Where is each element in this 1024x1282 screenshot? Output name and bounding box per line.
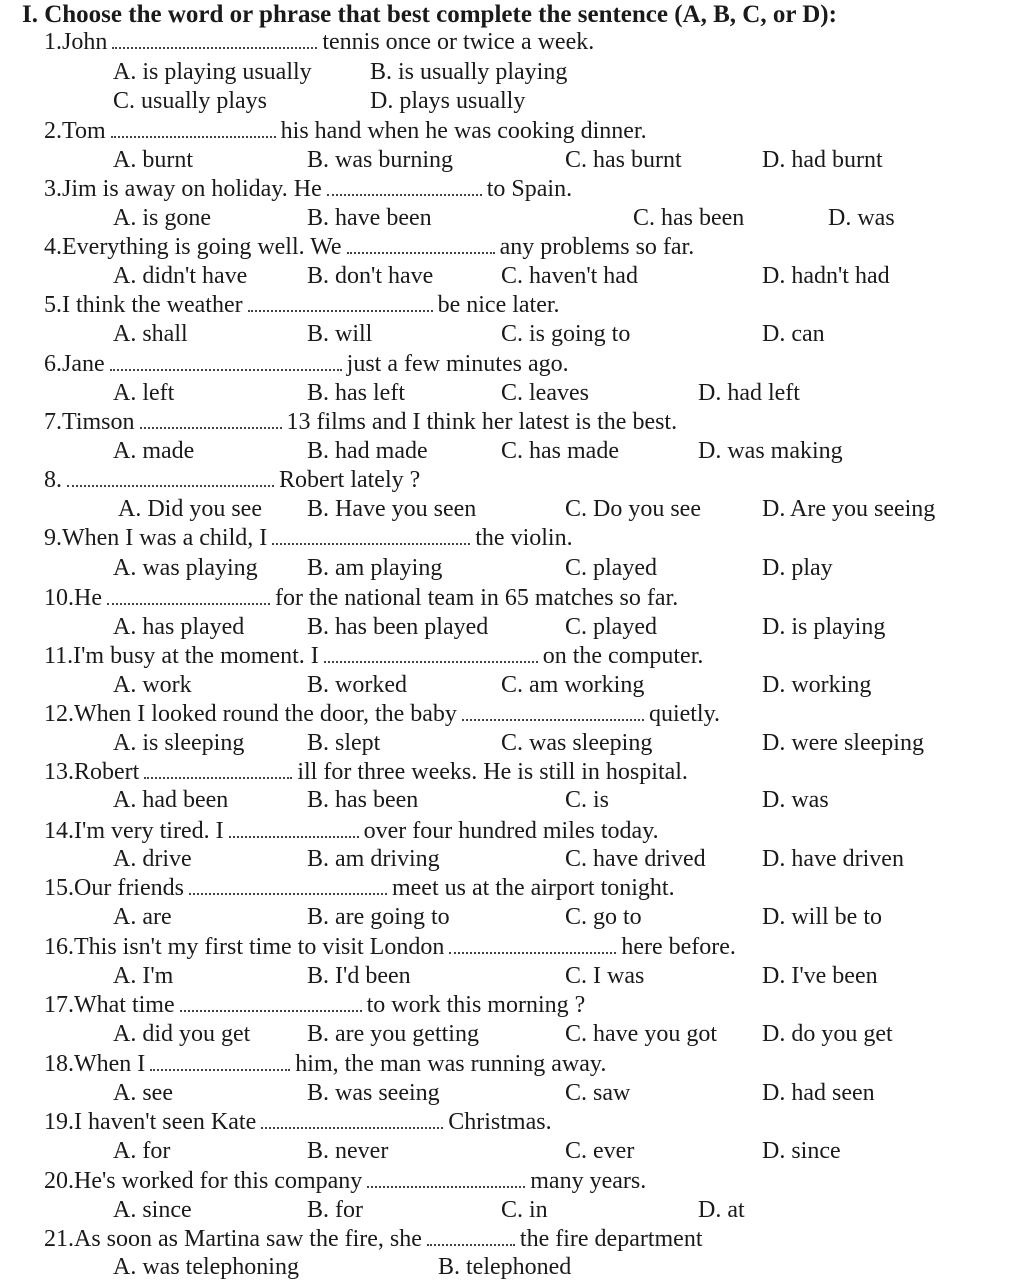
answer-option[interactable]: B. was seeing <box>307 1080 440 1106</box>
question-text-after-blank: to Spain. <box>486 176 573 202</box>
question-number: 15. <box>44 875 74 901</box>
answer-option[interactable]: A. since <box>113 1197 192 1223</box>
question-text-before-blank: John <box>62 29 108 55</box>
answer-option[interactable]: D. I've been <box>762 963 878 989</box>
answer-option[interactable]: C. have you got <box>565 1021 717 1047</box>
answer-option[interactable]: D. were sleeping <box>762 730 924 756</box>
answer-option[interactable]: A. are <box>113 904 172 930</box>
question-7 <box>44 408 677 437</box>
question-11 <box>44 642 703 671</box>
question-4 <box>44 233 694 262</box>
answer-blank[interactable] <box>427 1227 515 1246</box>
question-text-before-blank: Everything is going well. We <box>62 234 342 260</box>
question-text-after-blank: tennis once or twice a week. <box>322 29 595 55</box>
answer-option[interactable]: D. Are you seeing <box>762 496 936 522</box>
question-text-after-blank: here before. <box>621 934 736 960</box>
answer-blank[interactable] <box>272 526 470 545</box>
answer-option[interactable]: A. didn't have <box>113 263 248 289</box>
question-text-before-blank: I'm busy at the moment. I <box>73 643 319 669</box>
answer-blank[interactable] <box>112 30 317 49</box>
answer-blank[interactable] <box>261 1110 443 1129</box>
answer-option[interactable]: A. is playing usually <box>113 59 312 85</box>
answer-blank[interactable] <box>347 235 495 254</box>
answer-option[interactable]: C. go to <box>565 904 642 930</box>
question-text-after-blank: be nice later. <box>437 292 560 318</box>
question-8 <box>44 466 420 495</box>
answer-option[interactable]: A. has played <box>113 614 245 640</box>
answer-option[interactable]: B. worked <box>307 672 407 698</box>
answer-option[interactable]: D. was <box>828 205 895 231</box>
answer-blank[interactable] <box>67 468 274 487</box>
answer-blank[interactable] <box>189 876 387 895</box>
answer-option[interactable]: A. left <box>113 380 175 406</box>
question-16 <box>44 933 736 962</box>
answer-option[interactable]: B. never <box>307 1138 389 1164</box>
answer-option[interactable]: A. I'm <box>113 963 174 989</box>
answer-option[interactable]: B. am playing <box>307 555 443 581</box>
question-text-before-blank: Robert <box>74 759 140 785</box>
answer-option[interactable]: B. Have you seen <box>307 496 477 522</box>
question-number: 4. <box>44 234 62 260</box>
answer-blank[interactable] <box>229 819 359 838</box>
answer-blank[interactable] <box>462 702 644 721</box>
question-number: 6. <box>44 351 62 377</box>
question-12 <box>44 700 720 729</box>
answer-blank[interactable] <box>327 177 482 196</box>
answer-option[interactable]: C. has made <box>501 438 619 464</box>
answer-option[interactable]: C. ever <box>565 1138 635 1164</box>
question-text-after-blank: for the national team in 65 matches so far. <box>274 585 679 611</box>
question-text-after-blank: quietly. <box>648 701 721 727</box>
question-text-before-blank: Jane <box>62 351 105 377</box>
answer-option[interactable]: B. has left <box>307 380 405 406</box>
question-text-before-blank: As soon as Martina saw the fire, she <box>74 1226 422 1252</box>
answer-option[interactable]: B. will <box>307 321 373 347</box>
answer-option[interactable]: A. did you get <box>113 1021 251 1047</box>
answer-option[interactable]: A. was playing <box>113 555 258 581</box>
answer-option[interactable]: C. Do you see <box>565 496 701 522</box>
answer-option[interactable]: C. has been <box>633 205 745 231</box>
answer-option[interactable]: B. had made <box>307 438 428 464</box>
answer-option[interactable]: B. don't have <box>307 263 434 289</box>
question-text-before-blank: I haven't seen Kate <box>74 1109 257 1135</box>
question-number: 3. <box>44 176 62 202</box>
question-10 <box>44 584 678 613</box>
answer-option[interactable]: A. is gone <box>113 205 211 231</box>
answer-option[interactable]: D. do you get <box>762 1021 893 1047</box>
answer-option[interactable]: A. for <box>113 1138 171 1164</box>
question-text-after-blank: ill for three weeks. He is still in hospital. <box>297 759 688 785</box>
question-text-before-blank: I think the weather <box>62 292 243 318</box>
question-number: 8. <box>44 467 62 493</box>
question-text-before-blank: I'm very tired. I <box>74 818 224 844</box>
question-text-before-blank: Timson <box>62 409 135 435</box>
question-3 <box>44 175 572 204</box>
answer-option[interactable]: D. had burnt <box>762 147 883 173</box>
question-text-before-blank: He's worked for this company <box>74 1168 363 1194</box>
question-19 <box>44 1108 552 1137</box>
answer-option[interactable]: D. working <box>762 672 872 698</box>
question-13 <box>44 758 688 787</box>
answer-option[interactable]: C. in <box>501 1197 548 1223</box>
question-text-after-blank: any problems so far. <box>499 234 695 260</box>
answer-option[interactable]: C. is going to <box>501 321 631 347</box>
answer-option[interactable]: B. is usually playing <box>370 59 568 85</box>
question-number: 19. <box>44 1109 74 1135</box>
answer-option[interactable]: B. telephoned <box>438 1254 572 1280</box>
answer-option[interactable]: B. am driving <box>307 846 440 872</box>
question-text-after-blank: just a few minutes ago. <box>346 351 569 377</box>
question-15 <box>44 874 675 903</box>
question-number: 10. <box>44 585 74 611</box>
question-text-before-blank: When I <box>74 1051 146 1077</box>
question-text-after-blank: him, the man was running away. <box>295 1051 607 1077</box>
answer-blank[interactable] <box>140 410 282 429</box>
question-number: 2. <box>44 118 62 144</box>
question-number: 20. <box>44 1168 74 1194</box>
answer-option[interactable]: D. can <box>762 321 825 347</box>
answer-option[interactable]: D. plays usually <box>370 88 526 114</box>
answer-option[interactable]: D. since <box>762 1138 841 1164</box>
answer-option[interactable]: C. saw <box>565 1080 631 1106</box>
answer-option[interactable]: D. play <box>762 555 833 581</box>
question-20 <box>44 1167 646 1196</box>
question-number: 14. <box>44 818 74 844</box>
answer-option[interactable]: A. Did you see <box>118 496 262 522</box>
question-text-after-blank: the fire department <box>519 1226 703 1252</box>
answer-option[interactable]: D. had seen <box>762 1080 875 1106</box>
question-5 <box>44 291 560 320</box>
question-21 <box>44 1225 703 1254</box>
answer-option[interactable]: A. made <box>113 438 195 464</box>
question-text-after-blank: Christmas. <box>448 1109 552 1135</box>
answer-option[interactable]: B. was burning <box>307 147 453 173</box>
answer-option[interactable]: C. haven't had <box>501 263 638 289</box>
question-text-before-blank: Our friends <box>74 875 184 901</box>
question-text-after-blank: 13 films and I think her latest is the best. <box>286 409 678 435</box>
answer-blank[interactable] <box>449 935 616 954</box>
question-text-after-blank: on the computer. <box>542 643 704 669</box>
answer-option[interactable]: B. for <box>307 1197 363 1223</box>
question-number: 16. <box>44 934 74 960</box>
answer-blank[interactable] <box>248 293 433 312</box>
question-text-before-blank: Jim is away on holiday. He <box>62 176 322 202</box>
answer-option[interactable]: D. is playing <box>762 614 886 640</box>
question-9 <box>44 524 573 553</box>
answer-option[interactable]: D. will be to <box>762 904 882 930</box>
question-number: 12. <box>44 701 74 727</box>
answer-option[interactable]: B. I'd been <box>307 963 411 989</box>
question-text-before-blank: When I was a child, I <box>62 525 268 551</box>
answer-option[interactable]: B. are going to <box>307 904 450 930</box>
answer-option[interactable]: A. was telephoning <box>113 1254 299 1280</box>
answer-option[interactable]: B. are you getting <box>307 1021 479 1047</box>
question-2 <box>44 117 647 146</box>
question-text-after-blank: many years. <box>530 1168 647 1194</box>
answer-blank[interactable] <box>111 119 276 138</box>
question-text-after-blank: to work this morning ? <box>366 992 586 1018</box>
answer-blank[interactable] <box>324 644 538 663</box>
answer-option[interactable]: C. has burnt <box>565 147 682 173</box>
answer-option[interactable]: B. have been <box>307 205 432 231</box>
question-number: 11. <box>44 643 74 669</box>
answer-option[interactable]: A. is sleeping <box>113 730 245 756</box>
answer-option[interactable]: C. I was <box>565 963 645 989</box>
answer-option[interactable]: D. was <box>762 787 829 813</box>
question-17 <box>44 991 585 1020</box>
answer-option[interactable]: B. has been played <box>307 614 489 640</box>
answer-option[interactable]: C. was sleeping <box>501 730 653 756</box>
answer-option[interactable]: A. shall <box>113 321 188 347</box>
answer-option[interactable]: D. was making <box>698 438 843 464</box>
question-text-before-blank: He <box>74 585 102 611</box>
question-text-after-blank: Robert lately ? <box>279 467 421 493</box>
question-text-after-blank: the violin. <box>475 525 573 551</box>
question-number: 18. <box>44 1051 74 1077</box>
answer-option[interactable]: B. has been <box>307 787 419 813</box>
question-text-before-blank: What time <box>74 992 175 1018</box>
answer-blank[interactable] <box>110 352 342 371</box>
answer-option[interactable]: C. usually plays <box>113 88 267 114</box>
question-text-before-blank: This isn't my first time to visit London <box>74 934 445 960</box>
answer-option[interactable]: D. have driven <box>762 846 904 872</box>
question-text-before-blank: When I looked round the door, the baby <box>74 701 457 727</box>
question-14 <box>44 817 659 846</box>
answer-option[interactable]: D. hadn't had <box>762 263 890 289</box>
answer-blank[interactable] <box>180 993 362 1012</box>
question-number: 21. <box>44 1226 74 1252</box>
answer-blank[interactable] <box>107 586 270 605</box>
question-number: 17. <box>44 992 74 1018</box>
question-number: 1. <box>44 29 62 55</box>
answer-option[interactable]: C. played <box>565 614 657 640</box>
answer-option[interactable]: D. at <box>698 1197 745 1223</box>
answer-option[interactable]: B. slept <box>307 730 381 756</box>
answer-option[interactable]: A. work <box>113 672 192 698</box>
question-text-before-blank: Tom <box>62 118 106 144</box>
question-6 <box>44 350 569 379</box>
question-text-after-blank: over four hundred miles today. <box>363 818 659 844</box>
question-18 <box>44 1050 606 1079</box>
answer-blank[interactable] <box>144 760 292 779</box>
answer-option[interactable]: C. leaves <box>501 380 589 406</box>
question-1 <box>44 28 594 57</box>
exercise-heading: I. Choose the word or phrase that best complete the sentence (A, B, C, or D): <box>22 1 837 28</box>
answer-option[interactable]: A. burnt <box>113 147 193 173</box>
question-number: 9. <box>44 525 62 551</box>
answer-blank[interactable] <box>150 1052 290 1071</box>
answer-blank[interactable] <box>367 1169 525 1188</box>
answer-option[interactable]: D. had left <box>698 380 800 406</box>
question-number: 5. <box>44 292 62 318</box>
answer-option[interactable]: A. drive <box>113 846 192 872</box>
answer-option[interactable]: A. see <box>113 1080 173 1106</box>
answer-option[interactable]: A. had been <box>113 787 229 813</box>
question-number: 13. <box>44 759 74 785</box>
question-text-after-blank: meet us at the airport tonight. <box>391 875 675 901</box>
answer-option[interactable]: C. played <box>565 555 657 581</box>
question-number: 7. <box>44 409 62 435</box>
answer-option[interactable]: C. am working <box>501 672 645 698</box>
answer-option[interactable]: C. have drived <box>565 846 706 872</box>
question-text-after-blank: his hand when he was cooking dinner. <box>280 118 647 144</box>
answer-option[interactable]: C. is <box>565 787 610 813</box>
